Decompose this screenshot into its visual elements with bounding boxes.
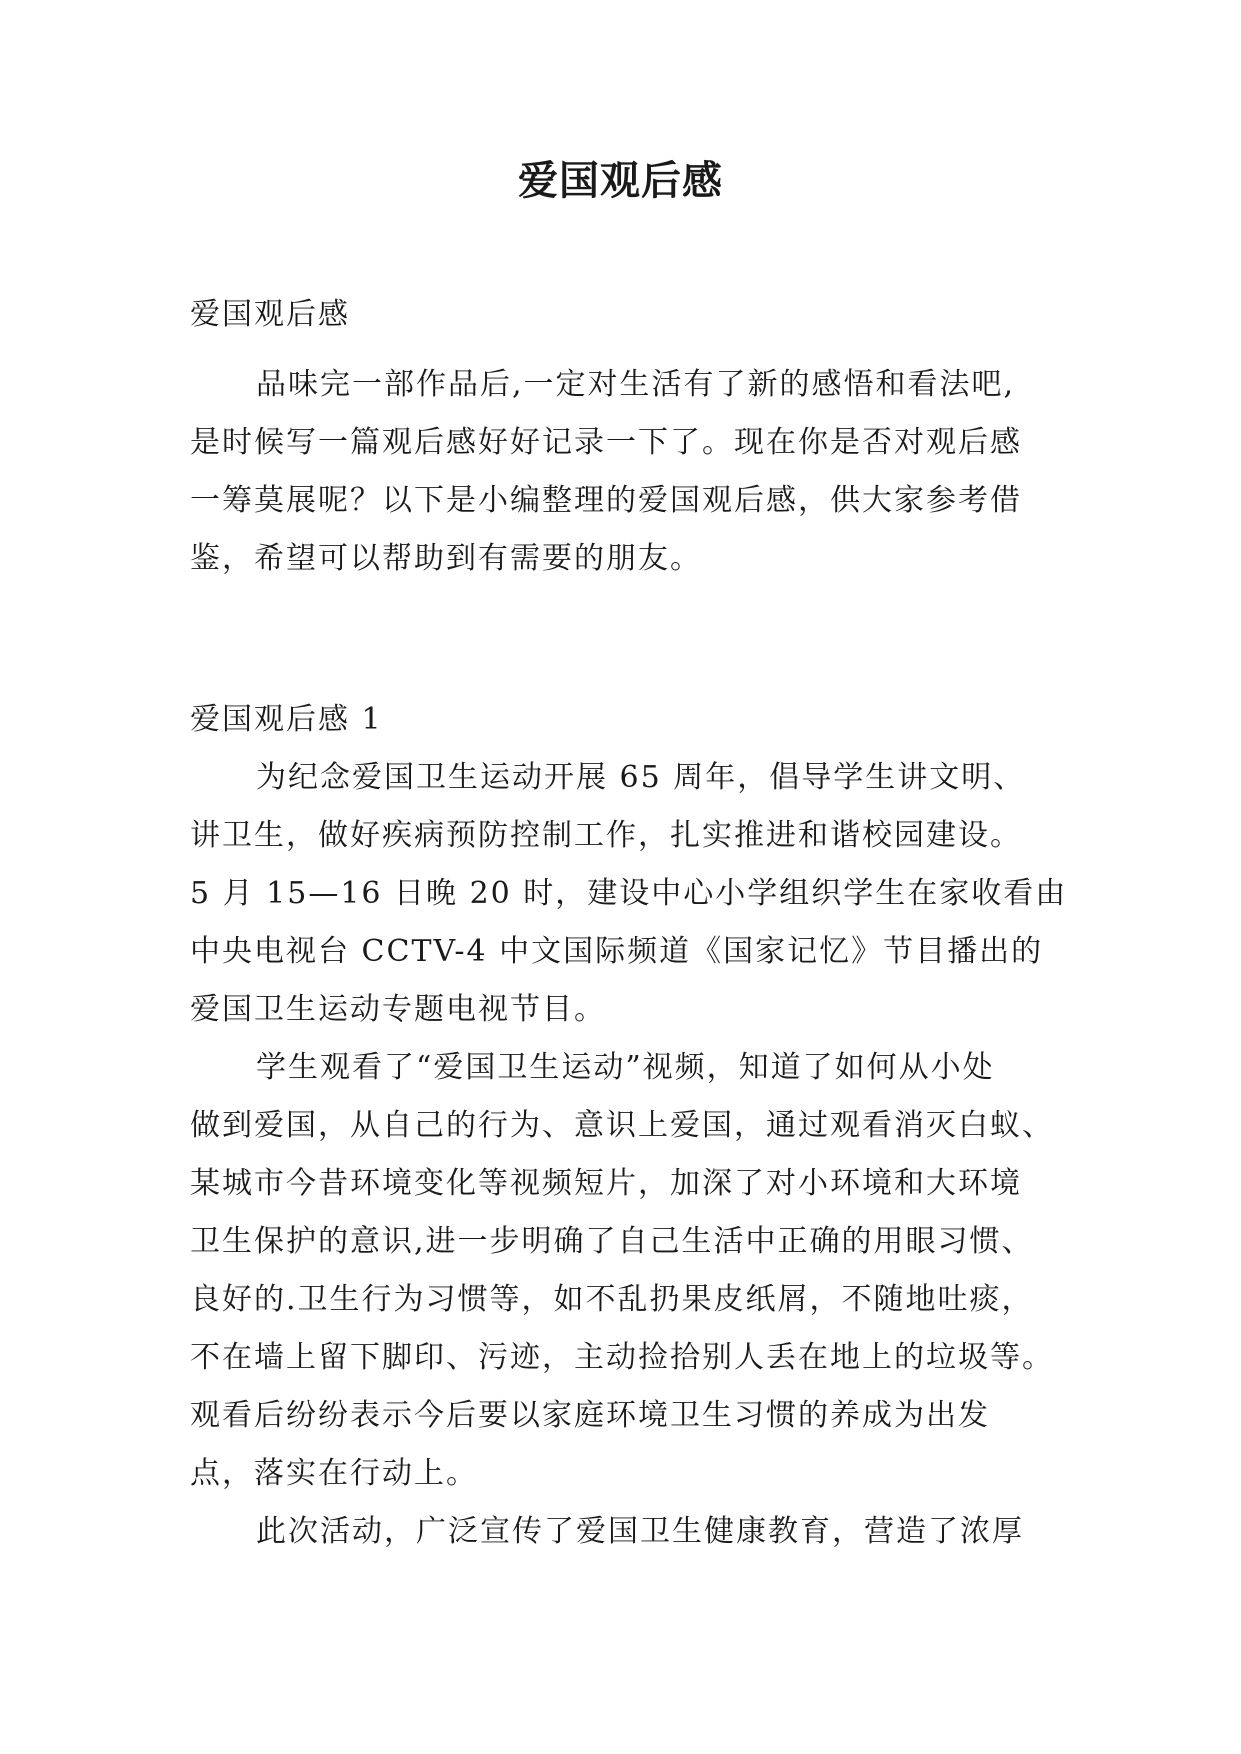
paragraph-2-line-3: 某城市今昔环境变化等视频短片，加深了对小环境和大环境 [190,1166,1022,1201]
paragraph-2 [190,1039,1060,1503]
intro-paragraph [190,356,1060,588]
subtitle-line: 爱国观后感 [190,297,350,332]
paragraph-1-line-1: 为纪念爱国卫生运动开展 65 周年，倡导学生讲文明、 [256,760,1026,795]
document-subtitle [190,286,1060,344]
paragraph-3 [190,1503,1060,1561]
paragraph-1-line-2: 讲卫生，做好疾病预防控制工作，扎实推进和谐校园建设。 [190,818,1022,853]
paragraph-1-line-5: 爱国卫生运动专题电视节目。 [190,992,606,1027]
paragraph-3-line-1: 此次活动，广泛宣传了爱国卫生健康教育，营造了浓厚 [256,1514,1024,1549]
intro-line-2: 是时候写一篇观后感好好记录一下了。现在你是否对观后感 [190,425,1022,460]
paragraph-2-line-2: 做到爱国，从自己的行为、意识上爱国，通过观看消灭白蚁、 [190,1108,1054,1143]
paragraph-2-line-1: 学生观看了“爱国卫生运动”视频，知道了如何从小处 [256,1050,995,1085]
paragraph-2-line-6: 不在墙上留下脚印、污迹，主动捡拾别人丢在地上的垃圾等。 [190,1340,1054,1375]
section-heading-line: 爱国观后感 1 [190,702,383,737]
intro-line-1: 品味完一部作品后,一定对生活有了新的感悟和看法吧, [256,367,1016,402]
intro-line-3: 一筹莫展呢？以下是小编整理的爱国观后感，供大家参考借 [190,483,1022,518]
document-title: 爱国观后感 [518,157,723,204]
paragraph-1 [190,749,1068,1039]
paragraph-1-line-3: 5 月 15—16 日晚 20 时，建设中心小学组织学生在家收看由 [190,876,1068,911]
section-1-heading [190,691,1060,749]
paragraph-2-line-7: 观看后纷纷表示今后要以家庭环境卫生习惯的养成为出发 [190,1398,990,1433]
paragraph-2-line-4: 卫生保护的意识,进一步明确了自己生活中正确的用眼习惯、 [190,1224,1034,1259]
paragraph-2-line-8: 点，落实在行动上。 [190,1456,478,1491]
paragraph-2-line-5: 良好的.卫生行为习惯等，如不乱扔果皮纸屑，不随地吐痰， [190,1282,1034,1317]
intro-line-4: 鉴，希望可以帮助到有需要的朋友。 [190,541,702,576]
paragraph-1-line-4: 中央电视台 CCTV-4 中文国际频道《国家记忆》节目播出的 [190,934,1044,969]
